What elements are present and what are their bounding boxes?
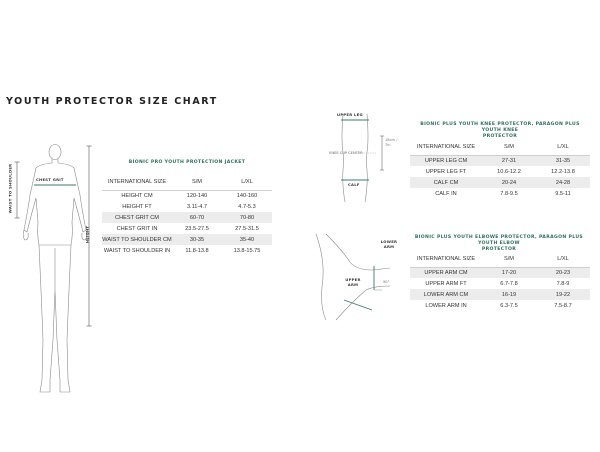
table-cell: 13.8-15.75: [233, 247, 261, 254]
table-row: [410, 300, 590, 311]
table-cell: LOWER ARM CM: [423, 291, 469, 298]
table-cell: 7.8-9: [556, 280, 570, 287]
knee-cup-center-label: KNEE CUP CENTER: [329, 151, 363, 155]
table-cell: CALF CM: [433, 179, 459, 186]
column-header: S/M: [482, 251, 536, 267]
table-cell: 19-22: [555, 291, 571, 298]
table-cell: 60-70: [189, 214, 205, 221]
column-header: INTERNATIONAL SIZE: [410, 251, 482, 267]
jacket-table-title: BIONIC PRO YOUTH PROTECTION JACKET: [128, 160, 246, 165]
table-cell: UPPER LEG CM: [424, 157, 468, 164]
table-row: [102, 223, 272, 234]
column-header: S/M: [482, 139, 536, 155]
waist-to-shoulder-marker: [14, 160, 20, 220]
table-cell: 9.5-11: [555, 190, 571, 197]
lower-arm-label: LOWER ARM: [380, 239, 398, 249]
table-row: [102, 190, 272, 201]
table-cell: WAIST TO SHOULDER IN: [103, 247, 171, 254]
table-cell: 24-28: [555, 179, 571, 186]
table-row: [410, 166, 590, 177]
elbow-size-table: [410, 251, 590, 311]
table-row: [102, 212, 272, 223]
table-cell: 7.5-8.7: [554, 302, 572, 309]
table-cell: 11.8-13.8: [185, 247, 209, 254]
knee-table-title-line1: BIONIC PLUS YOUTH KNEE PROTECTOR, PARAGON PLUS YOUTH KNEE: [420, 122, 580, 134]
table-cell: 6.7-7.8: [500, 280, 518, 287]
table-cell: 3.11-4.7: [186, 203, 208, 210]
table-cell: 4.7-5.3: [238, 203, 256, 210]
waist-to-shoulder-label: WAIST TO SHOULDER: [7, 163, 13, 214]
table-cell: LOWER ARM IN: [425, 302, 467, 309]
height-label: HEIGHT: [84, 225, 90, 244]
table-cell: 17-20: [501, 269, 517, 276]
leg-silhouette: [325, 110, 385, 205]
table-cell: 30-35: [189, 236, 205, 243]
table-cell: 16-19: [501, 291, 517, 298]
table-cell: 70-80: [239, 214, 255, 221]
table-cell: 10.6-12.2: [497, 168, 521, 175]
table-row: [102, 234, 272, 245]
knee-size-table: [410, 139, 590, 199]
elbow-table-title-line2: PROTECTOR: [481, 247, 517, 253]
table-cell: HEIGHT FT: [122, 203, 152, 210]
table-cell: 140-160: [236, 192, 258, 199]
table-header-row: [410, 139, 590, 155]
table-cell: CHEST GRIT CM: [115, 214, 159, 221]
jacket-size-table: [102, 174, 272, 256]
table-cell: 6.3-7.5: [500, 302, 518, 309]
table-cell: 27.5-31.5: [235, 225, 259, 232]
table-header-row: [102, 174, 272, 190]
table-cell: CALF IN: [435, 190, 457, 197]
table-row: [410, 278, 590, 289]
table-cell: 20-23: [555, 269, 571, 276]
calf-label: CALF: [348, 182, 360, 187]
table-cell: 23.5-27.5: [185, 225, 209, 232]
knee-table-title-line2: PROTECTOR: [482, 134, 518, 140]
column-header: L/XL: [536, 251, 590, 267]
table-cell: 120-140: [186, 192, 208, 199]
table-row: [410, 289, 590, 300]
column-header: INTERNATIONAL SIZE: [102, 174, 172, 190]
table-cell: 27-31: [501, 157, 517, 164]
knee-table-title: [410, 122, 590, 141]
table-cell: 7.8-9.5: [500, 190, 518, 197]
column-header: S/M: [172, 174, 222, 190]
upper-arm-label: UPPER ARM: [345, 277, 361, 287]
table-cell: WAIST TO SHOULDER CM: [102, 236, 172, 243]
column-header: L/XL: [536, 139, 590, 155]
table-cell: UPPER ARM CM: [424, 269, 468, 276]
table-row: [410, 267, 590, 278]
column-header: L/XL: [222, 174, 272, 190]
table-cell: UPPER LEG FT: [425, 168, 467, 175]
table-row: [102, 245, 272, 256]
knee-measure-label: 18cm / 7in: [385, 138, 398, 147]
table-cell: UPPER ARM FT: [425, 280, 467, 287]
upper-leg-label: UPPER LEG: [337, 112, 363, 117]
table-cell: HEIGHT CM: [121, 192, 153, 199]
table-cell: 12.2-13.8: [551, 168, 575, 175]
table-row: [410, 177, 590, 188]
table-cell: 35-40: [239, 236, 255, 243]
table-cell: CHEST GRIT IN: [116, 225, 158, 232]
table-row: [410, 188, 590, 199]
page-title: YOUTH PROTECTOR SIZE CHART: [6, 96, 218, 107]
elbow-angle-label: 90°: [383, 280, 390, 284]
chest-girt-label: CHEST GRIT: [36, 177, 64, 182]
table-header-row: [410, 251, 590, 267]
table-cell: 31-35: [555, 157, 571, 164]
column-header: INTERNATIONAL SIZE: [410, 139, 482, 155]
elbow-table-title-line1: BIONIC PLUS YOUTH ELBOWE PROTECTOR, PARAGON PLUS YOUTH ELBOW: [414, 235, 584, 247]
table-row: [102, 201, 272, 212]
table-row: [410, 155, 590, 166]
table-cell: 20-24: [501, 179, 517, 186]
